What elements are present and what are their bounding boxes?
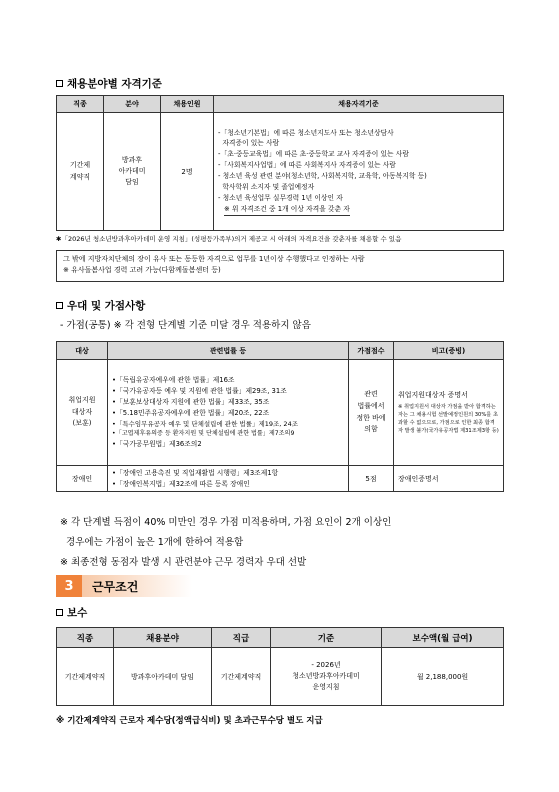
target-cell: 장애인 [57,466,108,492]
table-header: 직급 [212,628,271,648]
criteria-cell [214,113,504,231]
preference-table [56,341,504,492]
field-cell: 방과후 아카데미 담임 [104,113,161,231]
table-header: 직종 [57,628,114,648]
law-item: •「5.18민주유공자예우에 관한 법률」제20조, 22조 [112,408,270,417]
criteria-line: -「초·중등교육법」에 따른 초·중등학교 교사 자격증이 있는 사람 [218,150,409,159]
table-cell: - 2026년 청소년방과후아카데미 운영지침 [271,648,382,706]
salary-table [56,627,504,706]
section3-number: 3 [56,575,82,597]
criteria-line: - 청소년 육성업무 실무경력 1년 이상인 자 [218,193,343,202]
laws-cell [108,360,349,466]
section2-title: 우대 및 가점사항 [56,298,145,313]
table-header: 관련법률 등 [108,342,349,360]
count-cell: 2명 [161,113,214,231]
checkbox-square-icon [56,302,63,309]
table-header: 대상 [57,342,108,360]
table-header: 비고(증빙) [394,342,504,360]
note-line: 경우에는 가점이 높은 1개에 한하여 적용함 [60,537,244,548]
box-line: 그 밖에 지방자치단체의 장이 유사 또는 동등한 자격으로 업무를 1년이상 수행했다고 인정하는 사람 [63,255,365,263]
checkbox-square-icon [56,80,63,87]
table-cell: 기간제계약직 [212,648,271,706]
law-item: •「장애인 고용촉진 및 직업재활법 시행령」제3조제1항 [112,468,279,477]
criteria-line: - 청소년 육성 관련 분야(청소년학, 사회복지학, 교육학, 아동복지학 등) [218,172,427,180]
table-header: 채용인원 [161,96,214,113]
law-item: •「독립유공자예우에 관한 법률」제16조 [112,376,235,385]
table-header: 기준 [271,628,382,648]
table-header: 직종 [57,96,104,113]
target-cell: 취업지원 대상자 (보훈) [57,360,108,466]
law-item: •「국가공무원법」제36조의2 [112,439,202,448]
points-cell: 관련 법률에서 정한 바에 의함 [349,360,394,466]
table-header: 채용자격기준 [214,96,504,113]
remark-cell: 장애인증명서 [394,466,504,492]
criteria-line: -「청소년기본법」에 따른 청소년지도사 또는 청소년상담사 [218,128,394,137]
table-cell: 월 2,188,000원 [382,648,504,706]
box-line: ※ 유사돌봄사업 경력 고려 가능(다함께돌봄센터 등) [63,266,221,275]
law-item: •「보훈보상대상자 지원에 관한 법률」제33조, 35조 [112,397,270,406]
section2-notes [60,513,391,573]
table-header: 가점점수 [349,342,394,360]
section1-note: ✱「2026년 청소년방과후아카데미 운영 지침」(성평등가족부)의거 제공고 시 아래의 자격요건을 갖춘자를 채용할 수 있음 [56,235,402,243]
note-line: ※ 각 단계별 득점이 40% 미만인 경우 가점 미적용하며, 가점 요인이 2개 이상인 [60,517,392,528]
section1-box [56,250,504,282]
section3-footer-note: ※ 기간제계약직 근로자 제수당(정액급식비) 및 초과근무수당 별도 지급 [56,716,323,726]
law-item: •「국가유공자등 예우 및 지원에 관한 법률」제29조, 31조 [112,387,287,396]
law-item: •「특수임무유공자 예우 및 단체설립에 관한 법률」제19조, 24조 [112,419,298,428]
remark-title: 취업지원대상자 증명서 [398,390,468,399]
criteria-footer: ※ 위 자격조건 중 1개 이상 자격을 갖춘 자 [224,204,350,216]
law-item: •「고엽제후유의증 등 환자지원 및 단체설립에 관한 법률」제7조의9 [112,430,295,438]
table-header: 보수액(월 급여) [382,628,504,648]
job-type-cell: 기간제 계약직 [57,113,104,231]
table-header: 채용분야 [114,628,212,648]
table-cell: 방과후아카데미 담임 [114,648,212,706]
remark-note: ※ 취업지원서 대상자 가점을 받아 합격하는 자는 그 채용시험 선발예정인원의 30%를 초과할 수 없으므로, 가점으로 인한 최종 합격자 발생 불가(국가유공자법 제31조제3항 등) [398,403,499,435]
section3-subtitle: 보수 [56,605,87,620]
section2-subtitle: - 가점(공통) ※ 각 전형 단계별 기준 미달 경우 적용하지 않음 [60,320,311,331]
qualification-table [56,95,504,231]
laws-cell [108,466,349,492]
remark-cell [394,360,504,466]
note-line: ※ 최종전형 동점자 발생 시 관련분야 근무 경력자 우대 선발 [60,557,307,568]
law-item: •「장애인복지법」제32조에 따른 등록 장애인 [112,479,250,488]
table-cell: 기간제계약직 [57,648,114,706]
criteria-line: 학사학위 소지자 및 졸업예정자 [218,182,315,191]
points-cell: 5점 [349,466,394,492]
section1-title: 채용분야별 자격기준 [56,76,162,91]
asterisk-icon: ✱ [56,235,62,243]
table-header: 분야 [104,96,161,113]
criteria-line: -「사회복지사업법」에 따른 사회복지사 자격증이 있는 사람 [218,161,396,170]
criteria-line: 자격증이 있는 사람 [218,139,280,148]
section3-title: 근무조건 [82,575,192,597]
checkbox-square-icon [56,609,63,616]
